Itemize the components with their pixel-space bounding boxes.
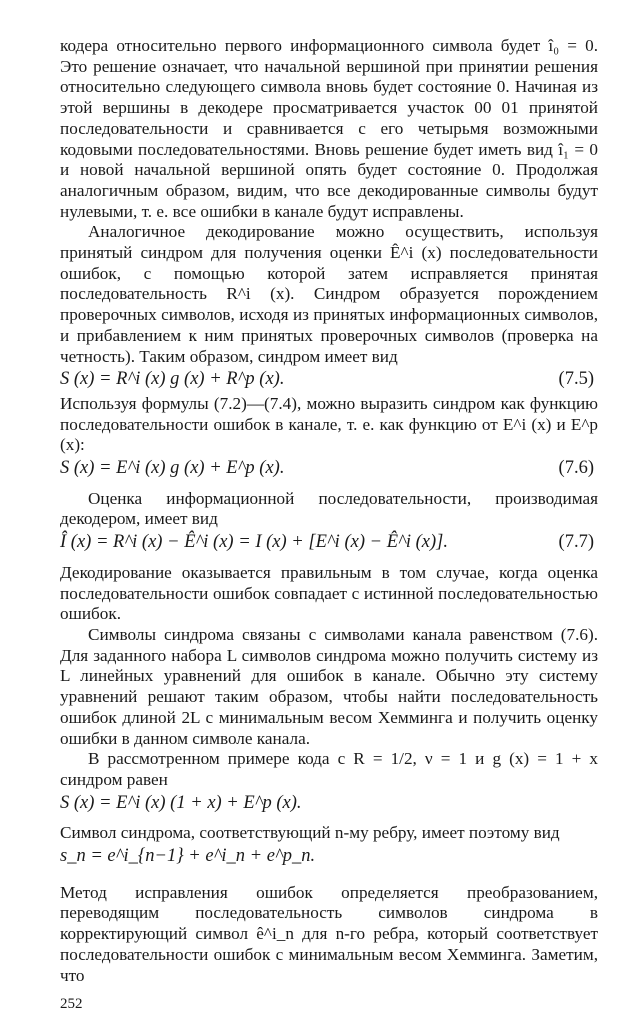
equation-7-5-formula: S (x) = R^i (x) g (x) + R^p (x). (60, 369, 285, 390)
equation-7-7 (60, 532, 598, 553)
paragraph-estimate-intro: Оценка информационной последовательности, производимая декодером, имеет вид (60, 488, 598, 529)
equation-7-5 (60, 369, 598, 390)
equation-syndrome-example-formula: S (x) = E^i (x) (1 + x) + E^p (x). (60, 792, 302, 813)
equation-syndrome-example (60, 793, 598, 814)
equation-7-5-number: (7.5) (558, 369, 594, 390)
equation-7-7-number: (7.7) (558, 532, 594, 553)
paragraph-decoding-conclusion: кодера относительно первого информационного символа будет î₀ = 0. Это решение означает, что начальной вершиной при принятии решения относительно следующего символа вновь будет состояние 0. Начиная из этой вершины в декодере просматривается участок 00 01 принятой последовательности и сравнивается с его четырьмя возможными кодовыми последовательностями. Вновь решение будет иметь вид î₁ = 0 и новой начальной вершиной опять будет состояние 0. Продолжая аналогичным образом, видим, что все декодированные символы будут нулевыми, т. е. все ошибки в канале будут исправлены. (60, 36, 598, 221)
paragraph-syndrome-error-function: Используя формулы (7.2)—(7.4), можно выразить синдром как функцию последовательности ошибок в канале, т. е. как функцию от E^i (x) и E^p (x): (60, 393, 598, 455)
equation-syndrome-symbol (60, 846, 598, 867)
paragraph-syndrome-symbols: Символы синдрома связаны с символами канала равенством (7.6). Для заданного набора L символов синдрома можно получить систему из L линейных уравнений для ошибок в канале. Обычно эту систему уравнений решают таким образом, чтобы найти последовательность ошибок длиной 2L с минимальным весом Хемминга и получить оценку ошибки в данном символе канала. (60, 624, 598, 748)
document-page (60, 36, 598, 1015)
paragraph-syndrome-symbol: Символ синдрома, соответствующий n-му ребру, имеет поэтому вид (60, 823, 560, 843)
paragraph-example-code: В рассмотренном примере кода с R = 1/2, ν = 1 и g (x) = 1 + x синдром равен (60, 749, 598, 789)
equation-7-6-formula: S (x) = E^i (x) g (x) + E^p (x). (60, 458, 285, 479)
equation-syndrome-symbol-formula: s_n = e^i_{n−1} + e^i_n + e^p_n. (60, 846, 316, 867)
paragraph-correct-decoding: Декодирование оказывается правильным в том случае, когда оценка последовательности ошибок совпадает с истинной последовательностью ошибок. (60, 562, 598, 624)
equation-7-6-number: (7.6) (558, 458, 594, 479)
equation-7-6 (60, 458, 598, 479)
page-number: 252 (60, 996, 83, 1013)
paragraph-error-correction-method: Метод исправления ошибок определяется преобразованием, переводящим последовательность символов синдрома в корректирующий символ ê^i_n для n-го ребра, который соответствует последовательности ошибок с минимальным весом Хемминга. Заметим, что (60, 882, 598, 985)
equation-7-7-formula: Î (x) = R^i (x) − Ê^i (x) = I (x) + [E^i (x) − Ê^i (x)]. (60, 532, 448, 553)
paragraph-syndrome-intro: Аналогичное декодирование можно осуществить, используя принятый синдром для получения оценки Ê^i (x) последовательности ошибок, с помощью которой затем исправляется принятая последовательность R^i (x). Синдром образуется порождением проверочных символов, исходя из принятых информационных символов, и прибавлением к ним принятых проверочных символов (проверка на четность). Таким образом, синдром имеет вид (60, 222, 598, 366)
